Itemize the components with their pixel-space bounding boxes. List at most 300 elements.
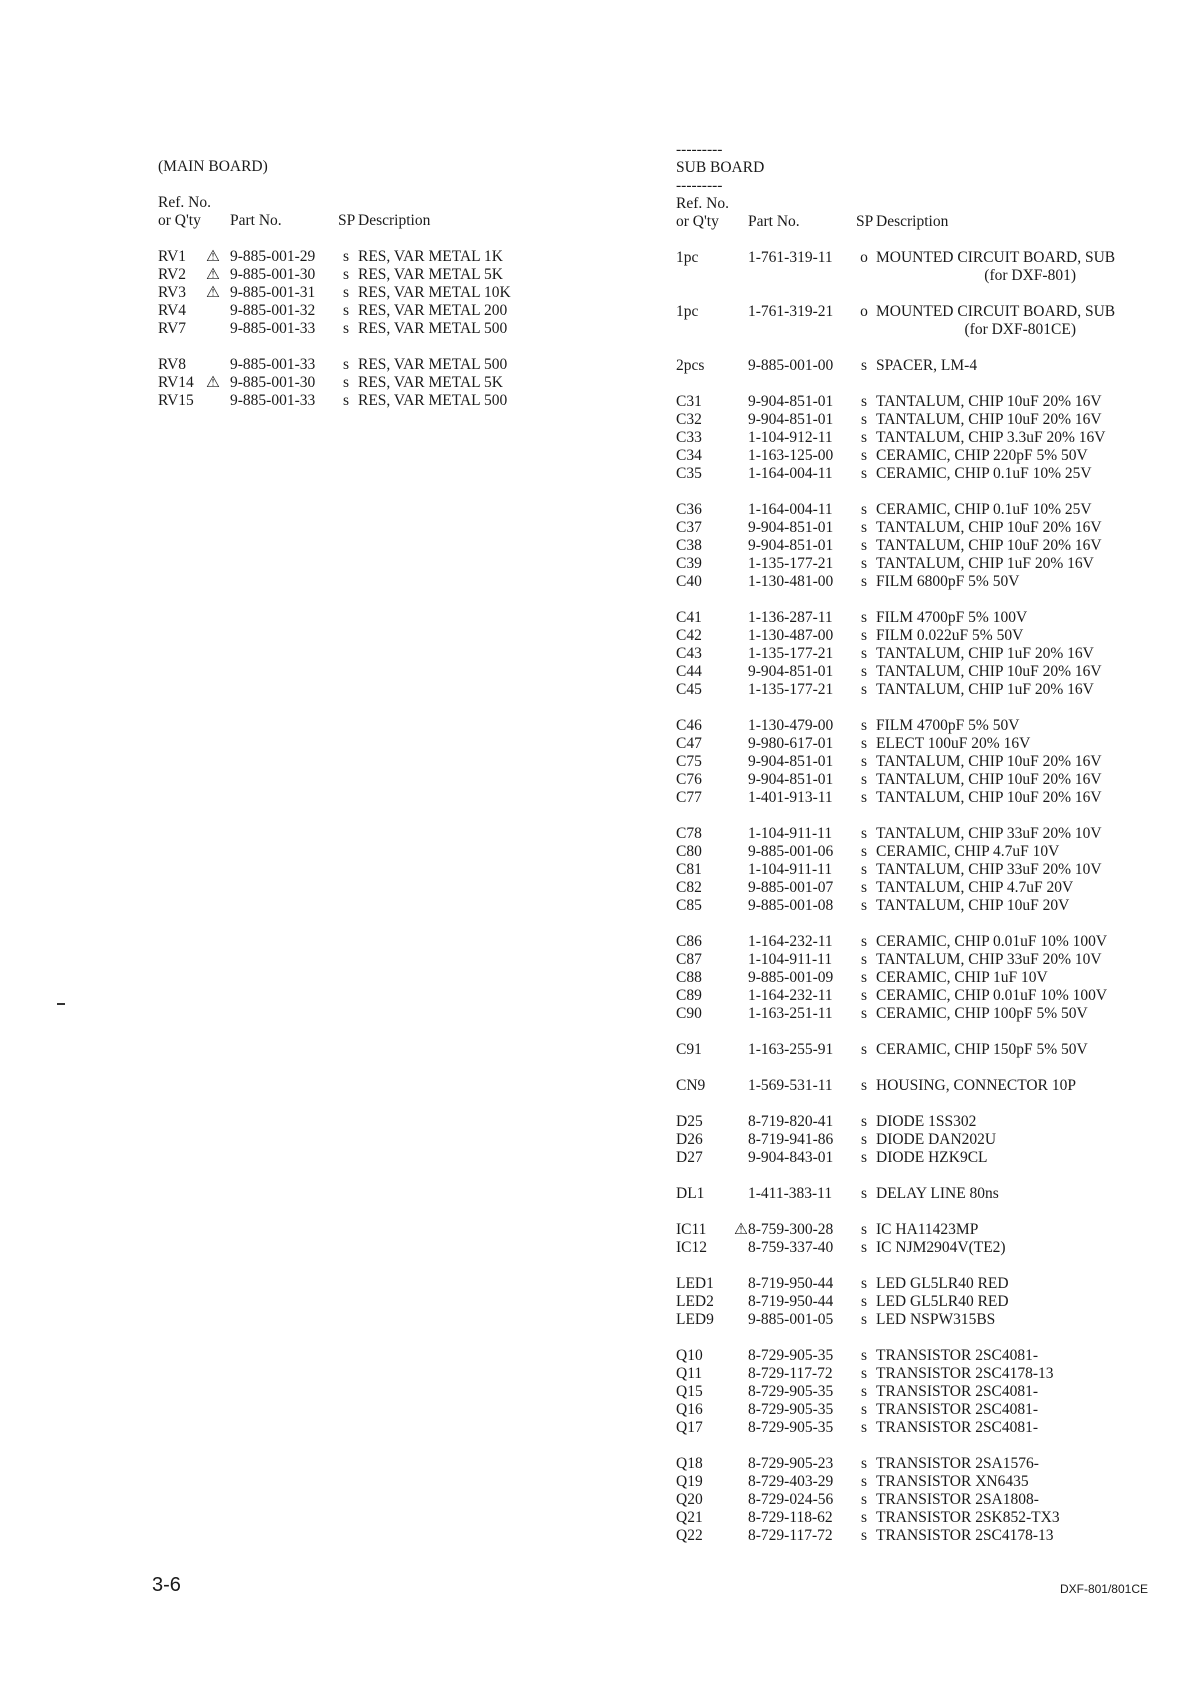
part-number: 1-163-125-00 [748, 447, 834, 464]
description: RES, VAR METAL 200 [358, 302, 508, 319]
part-number: 1-104-911-11 [748, 951, 833, 968]
ref-no: C85 [676, 897, 702, 914]
description: TANTALUM, CHIP 10uF 20% 16V [876, 771, 1102, 788]
description: LED NSPW315BS [876, 1311, 996, 1328]
description: FILM 4700pF 5% 100V [876, 609, 1028, 626]
safety-mark-icon: ⚠ [206, 374, 220, 391]
safety-mark-icon [734, 969, 748, 987]
part-number: 8-729-024-56 [748, 1491, 834, 1508]
description: CERAMIC, CHIP 0.01uF 10% 100V [876, 987, 1108, 1004]
ref-no: C80 [676, 843, 702, 860]
description: RES, VAR METAL 1K [358, 248, 503, 265]
safety-mark-icon [734, 933, 748, 951]
part-number: 1-164-232-11 [748, 987, 833, 1004]
parts-group [676, 1113, 1176, 1167]
sub-board-title: SUB BOARD [676, 159, 765, 176]
description: TANTALUM, CHIP 10uF 20% 16V [876, 411, 1102, 428]
safety-mark-icon [734, 1131, 748, 1149]
ref-no: C45 [676, 681, 702, 698]
description: TANTALUM, CHIP 33uF 20% 10V [876, 825, 1102, 842]
safety-mark-icon [734, 1041, 748, 1059]
sp-code: s [860, 1401, 868, 1418]
sub-board-column [676, 141, 1176, 1545]
part-number: 8-729-117-72 [748, 1365, 833, 1382]
parts-group [676, 1077, 1176, 1095]
safety-mark-icon [734, 951, 748, 969]
main-board-header-line1: Ref. No. [158, 194, 211, 211]
ref-no: 1pc [676, 303, 699, 320]
part-row [676, 1185, 1176, 1203]
safety-mark-icon: ⚠ [206, 248, 220, 265]
model-name: DXF-801/801CE [1059, 1582, 1148, 1596]
part-number: 9-885-001-06 [748, 843, 834, 860]
ref-no: Q21 [676, 1509, 703, 1526]
ref-no: RV1 [158, 248, 187, 265]
safety-mark-icon [734, 753, 748, 771]
header-sp: SP [856, 213, 874, 230]
part-number: 8-729-905-35 [748, 1383, 834, 1400]
sp-code: s [860, 1113, 868, 1130]
part-number: 9-885-001-09 [748, 969, 834, 986]
safety-mark-icon [734, 411, 748, 429]
safety-mark-icon [196, 320, 230, 338]
part-number: 8-729-118-62 [748, 1509, 833, 1526]
part-number: 8-759-300-28 [748, 1221, 834, 1238]
safety-mark-icon [734, 1185, 748, 1203]
part-row [676, 987, 1176, 1005]
ref-no: C89 [676, 987, 702, 1004]
sub-board-parts-list [676, 249, 1176, 1545]
part-number: 1-761-319-11 [748, 249, 833, 266]
ref-no: C77 [676, 789, 702, 806]
description: TANTALUM, CHIP 1uF 20% 16V [876, 681, 1094, 698]
safety-mark-icon [734, 1293, 748, 1311]
ref-no: C33 [676, 429, 702, 446]
ref-no: C42 [676, 627, 702, 644]
safety-mark-icon [196, 302, 230, 320]
part-number: 9-885-001-33 [230, 392, 316, 409]
header-part: Part No. [230, 212, 282, 229]
description: TANTALUM, CHIP 10uF 20% 16V [876, 789, 1102, 806]
ref-no: C86 [676, 933, 702, 950]
sp-code: s [860, 1041, 868, 1058]
part-row [676, 519, 1176, 537]
description: CERAMIC, CHIP 100pF 5% 50V [876, 1005, 1088, 1022]
safety-mark-icon [734, 825, 748, 843]
ref-no: C82 [676, 879, 702, 896]
safety-mark-icon [734, 555, 748, 573]
part-number: 1-163-251-11 [748, 1005, 833, 1022]
ref-no: C38 [676, 537, 702, 554]
ref-no: C41 [676, 609, 702, 626]
sp-code: s [860, 879, 868, 896]
part-row [676, 1275, 1176, 1293]
safety-mark-icon [734, 1527, 748, 1545]
sp-code: s [860, 447, 868, 464]
part-row [676, 627, 1176, 645]
safety-mark-icon [734, 879, 748, 897]
safety-mark-icon [734, 627, 748, 645]
part-number: 1-135-177-21 [748, 681, 834, 698]
ref-no: DL1 [676, 1185, 705, 1202]
ref-no: C90 [676, 1005, 702, 1022]
ref-no: C88 [676, 969, 702, 986]
parts-group [676, 609, 1176, 699]
safety-mark-icon [734, 1419, 748, 1437]
ref-no: C47 [676, 735, 702, 752]
safety-mark-icon [196, 392, 230, 410]
sp-code: s [860, 1365, 868, 1382]
main-board-header [158, 212, 598, 230]
ref-no: RV15 [158, 392, 194, 409]
sp-code: s [860, 987, 868, 1004]
ref-no: C36 [676, 501, 702, 518]
part-number: 1-135-177-21 [748, 555, 834, 572]
ref-no: Q16 [676, 1401, 703, 1418]
part-row [676, 537, 1176, 555]
ref-no: C31 [676, 393, 702, 410]
ref-no: C39 [676, 555, 702, 572]
description: TANTALUM, CHIP 1uF 20% 16V [876, 645, 1094, 662]
ref-no: Q18 [676, 1455, 703, 1472]
sp-code: s [342, 284, 350, 301]
part-row [676, 753, 1176, 771]
sp-code: s [860, 1491, 868, 1508]
sp-code: s [860, 1473, 868, 1490]
description: HOUSING, CONNECTOR 10P [876, 1077, 1076, 1094]
part-row [676, 1149, 1176, 1167]
sp-code: s [342, 248, 350, 265]
safety-mark-icon [734, 861, 748, 879]
description: DIODE HZK9CL [876, 1149, 988, 1166]
sp-code: s [342, 302, 350, 319]
description: TRANSISTOR 2SA1808- [876, 1491, 1039, 1508]
part-number: 9-904-851-01 [748, 537, 834, 554]
description: CERAMIC, CHIP 0.1uF 10% 25V [876, 465, 1092, 482]
part-row [158, 302, 598, 320]
part-number: 8-759-337-40 [748, 1239, 834, 1256]
part-row [676, 1239, 1176, 1257]
part-number: 9-885-001-32 [230, 302, 316, 319]
parts-group [676, 303, 1176, 339]
part-number: 8-719-941-86 [748, 1131, 834, 1148]
sp-code: o [860, 249, 868, 266]
sp-code: s [342, 266, 350, 283]
sp-code: s [342, 356, 350, 373]
main-board-column [158, 158, 598, 410]
part-row [676, 969, 1176, 987]
description: TANTALUM, CHIP 3.3uF 20% 16V [876, 429, 1106, 446]
safety-mark-icon [734, 1401, 748, 1419]
part-number: 9-904-851-01 [748, 753, 834, 770]
ref-no: C78 [676, 825, 702, 842]
description: TANTALUM, CHIP 1uF 20% 16V [876, 555, 1094, 572]
ref-no: C76 [676, 771, 702, 788]
part-row [676, 789, 1176, 807]
ref-no: Q11 [676, 1365, 703, 1382]
parts-group [676, 933, 1176, 1023]
sub-board-header-line1: Ref. No. [676, 195, 729, 212]
safety-mark-icon [734, 645, 748, 663]
parts-group [676, 357, 1176, 375]
part-number: 9-885-001-33 [230, 356, 316, 373]
description: RES, VAR METAL 500 [358, 356, 508, 373]
ref-no: C81 [676, 861, 702, 878]
part-row [676, 447, 1176, 465]
ref-no: IC12 [676, 1239, 707, 1256]
safety-mark-icon [734, 501, 748, 519]
safety-mark-icon [734, 447, 748, 465]
ref-no: RV14 [158, 374, 194, 391]
safety-mark-icon [734, 1005, 748, 1023]
part-row [158, 392, 598, 410]
ref-no: RV7 [158, 320, 187, 337]
safety-mark-icon [734, 573, 748, 591]
ref-no: RV2 [158, 266, 187, 283]
safety-mark-icon [734, 663, 748, 681]
description: TRANSISTOR 2SA1576- [876, 1455, 1039, 1472]
ref-no: LED1 [676, 1275, 714, 1292]
part-row [676, 411, 1176, 429]
sp-code: s [860, 1509, 868, 1526]
description: TANTALUM, CHIP 10uF 20% 16V [876, 519, 1102, 536]
part-number: 8-729-905-23 [748, 1455, 834, 1472]
sp-code: s [860, 1293, 868, 1310]
sp-code: s [860, 663, 868, 680]
sp-code: s [860, 933, 868, 950]
parts-group [676, 1275, 1176, 1329]
safety-mark-icon [734, 1239, 748, 1257]
safety-mark-icon [734, 609, 748, 627]
ref-no: C75 [676, 753, 702, 770]
part-number: 8-729-905-35 [748, 1419, 834, 1436]
sp-code: o [860, 303, 868, 320]
safety-mark-icon [734, 357, 748, 375]
safety-mark-icon [734, 1311, 748, 1329]
ref-no: C44 [676, 663, 702, 680]
sp-code: s [860, 411, 868, 428]
part-row [158, 320, 598, 338]
part-number: 1-135-177-21 [748, 645, 834, 662]
part-number: 8-719-950-44 [748, 1293, 834, 1310]
part-row [158, 266, 598, 284]
main-board-title: (MAIN BOARD) [158, 158, 268, 175]
safety-mark-icon [734, 1113, 748, 1131]
part-row [676, 1113, 1176, 1131]
part-number: 8-719-820-41 [748, 1113, 834, 1130]
description-continuation: (for DXF-801) [984, 267, 1076, 284]
part-row [676, 735, 1176, 753]
ref-no: C43 [676, 645, 702, 662]
part-row [676, 645, 1176, 663]
part-row [158, 248, 598, 266]
description: TANTALUM, CHIP 10uF 20% 16V [876, 393, 1102, 410]
parts-group [676, 249, 1176, 285]
safety-mark-icon [734, 537, 748, 555]
description: TANTALUM, CHIP 10uF 20V [876, 897, 1070, 914]
description: CERAMIC, CHIP 220pF 5% 50V [876, 447, 1088, 464]
part-row [676, 843, 1176, 861]
description: LED GL5LR40 RED [876, 1293, 1009, 1310]
sp-code: s [860, 1455, 868, 1472]
parts-group [676, 1455, 1176, 1545]
part-row [676, 663, 1176, 681]
ref-no: D25 [676, 1113, 703, 1130]
part-number: 9-885-001-33 [230, 320, 316, 337]
safety-mark-icon [734, 429, 748, 447]
sp-code: s [860, 519, 868, 536]
description: FILM 6800pF 5% 50V [876, 573, 1020, 590]
part-row [676, 465, 1176, 483]
safety-mark-icon [734, 897, 748, 915]
ref-no: RV8 [158, 356, 187, 373]
safety-mark-icon [734, 1383, 748, 1401]
sp-code: s [860, 1149, 868, 1166]
safety-mark-icon [734, 303, 748, 321]
header-sp: SP [338, 212, 356, 229]
part-row [676, 879, 1176, 897]
description: MOUNTED CIRCUIT BOARD, SUB [876, 249, 1116, 266]
part-number: 1-411-383-11 [748, 1185, 833, 1202]
safety-mark-icon [196, 356, 230, 374]
part-number: 9-904-851-01 [748, 393, 834, 410]
header-ref: or Q'ty [158, 212, 201, 229]
part-row [158, 374, 598, 392]
description: TRANSISTOR 2SC4081- [876, 1401, 1039, 1418]
sp-code: s [860, 1311, 868, 1328]
description: TANTALUM, CHIP 10uF 20% 16V [876, 753, 1102, 770]
part-row [676, 897, 1176, 915]
sp-code: s [860, 1131, 868, 1148]
safety-mark-icon [734, 771, 748, 789]
description: FILM 0.022uF 5% 50V [876, 627, 1024, 644]
ref-no: RV3 [158, 284, 187, 301]
part-number: 8-729-905-35 [748, 1347, 834, 1364]
ref-no: C34 [676, 447, 702, 464]
ref-no: C91 [676, 1041, 702, 1058]
sp-code: s [860, 951, 868, 968]
sp-code: s [860, 735, 868, 752]
part-row [676, 1419, 1176, 1437]
part-row [676, 1311, 1176, 1329]
part-row [676, 1491, 1176, 1509]
description: LED GL5LR40 RED [876, 1275, 1009, 1292]
part-row [676, 1509, 1176, 1527]
part-number: 9-904-851-01 [748, 411, 834, 428]
part-number: 9-904-843-01 [748, 1149, 834, 1166]
sp-code: s [342, 320, 350, 337]
sp-code: s [860, 429, 868, 446]
part-number: 1-130-481-00 [748, 573, 834, 590]
part-number: 9-885-001-08 [748, 897, 834, 914]
part-row [676, 501, 1176, 519]
part-number: 1-401-913-11 [748, 789, 833, 806]
part-number: 8-729-905-35 [748, 1401, 834, 1418]
part-row [676, 951, 1176, 969]
part-row [676, 393, 1176, 411]
ref-no: CN9 [676, 1077, 706, 1094]
part-number: 9-885-001-05 [748, 1311, 834, 1328]
safety-mark-icon [734, 1491, 748, 1509]
parts-group [158, 248, 598, 338]
ref-no: C40 [676, 573, 702, 590]
sp-code: s [860, 627, 868, 644]
parts-group [676, 1041, 1176, 1059]
description: CERAMIC, CHIP 4.7uF 10V [876, 843, 1060, 860]
description-continuation: (for DXF-801CE) [964, 321, 1076, 338]
part-row [676, 1365, 1176, 1383]
description: DIODE 1SS302 [876, 1113, 977, 1130]
part-number: 8-719-950-44 [748, 1275, 834, 1292]
part-row [158, 356, 598, 374]
part-number: 1-136-287-11 [748, 609, 833, 626]
sp-code: s [860, 1221, 868, 1238]
part-number: 9-904-851-01 [748, 519, 834, 536]
part-row [676, 555, 1176, 573]
safety-mark-icon: ⚠ [734, 1221, 748, 1238]
header-desc: Description [358, 212, 431, 229]
description: TRANSISTOR 2SC4178-13 [876, 1365, 1054, 1382]
header-desc: Description [876, 213, 949, 230]
part-row [676, 249, 1176, 267]
sp-code: s [860, 465, 868, 482]
safety-mark-icon [734, 249, 748, 267]
description: DIODE DAN202U [876, 1131, 997, 1148]
part-number: 9-885-001-30 [230, 266, 316, 283]
safety-mark-icon [734, 1275, 748, 1293]
header-ref: or Q'ty [676, 213, 719, 230]
part-row [676, 1077, 1176, 1095]
safety-mark-icon [734, 843, 748, 861]
description: TRANSISTOR 2SC4081- [876, 1347, 1039, 1364]
part-row [676, 429, 1176, 447]
description: TANTALUM, CHIP 10uF 20% 16V [876, 663, 1102, 680]
safety-mark-icon [734, 717, 748, 735]
part-row [676, 1383, 1176, 1401]
ref-no: C46 [676, 717, 702, 734]
part-row [158, 284, 598, 302]
sp-code: s [860, 609, 868, 626]
safety-mark-icon [734, 987, 748, 1005]
part-number: 1-164-004-11 [748, 501, 833, 518]
description: MOUNTED CIRCUIT BOARD, SUB [876, 303, 1116, 320]
description: RES, VAR METAL 5K [358, 266, 503, 283]
part-row [676, 1293, 1176, 1311]
part-number: 1-104-911-11 [748, 861, 833, 878]
ref-no: Q20 [676, 1491, 703, 1508]
description: IC HA11423MP [876, 1221, 979, 1238]
sp-code: s [342, 392, 350, 409]
sp-code: s [860, 555, 868, 572]
sp-code: s [860, 501, 868, 518]
sp-code: s [342, 374, 350, 391]
margin-mark [57, 1003, 65, 1005]
sub-board-rule-top: --------- [676, 141, 723, 158]
sub-board-rule-bottom: --------- [676, 177, 723, 194]
part-number: 8-729-117-72 [748, 1527, 833, 1544]
part-number: 1-164-004-11 [748, 465, 833, 482]
sp-code: s [860, 537, 868, 554]
safety-mark-icon [734, 1473, 748, 1491]
ref-no: D26 [676, 1131, 703, 1148]
ref-no: C32 [676, 411, 702, 428]
main-board-parts-list [158, 248, 598, 410]
sp-code: s [860, 1077, 868, 1094]
sp-code: s [860, 1419, 868, 1436]
safety-mark-icon [734, 1509, 748, 1527]
parts-group [676, 717, 1176, 807]
sp-code: s [860, 843, 868, 860]
